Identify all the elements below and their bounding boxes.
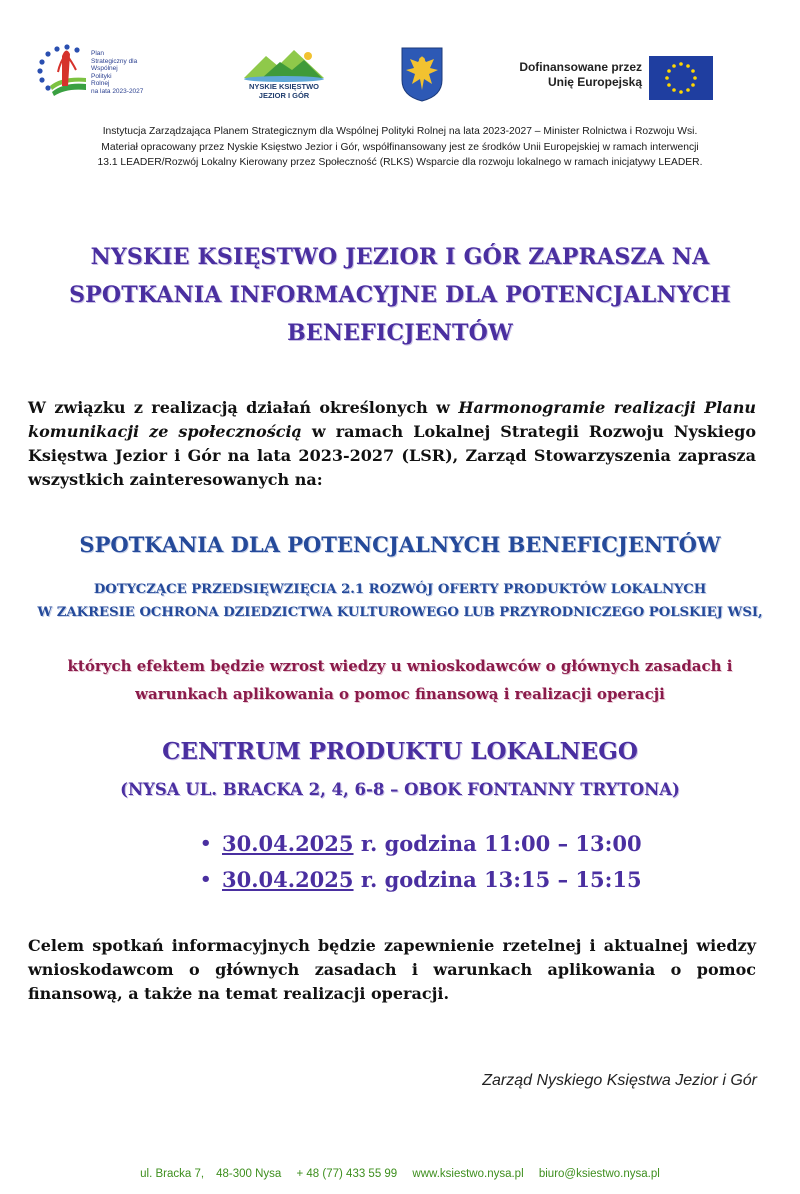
psp-logo-text [91,50,143,96]
footer-contact [0,1168,800,1180]
venue-address: (NYSA UL. BRACKA 2, 4, 6-8 – OBOK FONTANNY TRYTONA) [120,780,680,799]
psp-emblem-icon [36,40,92,100]
time-range: r. godzina 13:15 – 15:15 [353,867,642,892]
footer-city: 48-300 Nysa [216,1168,282,1180]
closing-paragraph: Celem spotkań informacyjnych będzie zapewnienie rzetelnej i aktualnej wiedzy wnioskodawcom o głównych zasadach i warunkach aplikowania o pomoc finansową, a także na temat realizacji operacji. [28,936,756,1003]
psp-line: Polityki [91,72,112,80]
meeting-subtitle-line: DOTYCZĄCE PRZEDSIĘWZIĘCIA 2.1 ROZWÓJ OFERTY PRODUKTÓW LOKALNYCH [93,582,707,597]
date-item [200,862,720,898]
lgd-line: JEZIOR I GÓR [258,91,310,100]
eu-funding-block [506,54,721,102]
footer-phone: + 48 (77) 433 55 99 [296,1168,398,1180]
eu-funding-text [506,60,642,90]
intro-italic-text: Harmonogramie realizacji Planu komunikacji ze społecznością [28,398,756,441]
institution-line: Materiał opracowany przez Nyskie Księstwo Jezior i Gór, współfinansowany jest ze środków Unii Europejskiej w ramach interwencji [101,141,699,153]
lgd-logo-text [238,82,330,100]
intro-text: W związku z realizacją działań określonych w [28,398,459,417]
institution-notice [30,124,770,171]
footer-street: ul. Bracka 7, [140,1168,205,1180]
date-value: 30.04.2025 [222,831,354,856]
time-range: r. godzina 11:00 – 13:00 [353,831,642,856]
header-logos [0,38,800,108]
psp-logo [36,40,166,102]
footer-email-link[interactable]: biuro@ksiestwo.nysa.pl [538,1168,660,1180]
eagle-shield-icon [400,46,444,102]
main-title [40,238,760,352]
venue-name: CENTRUM PRODUKTU LOKALNEGO [162,738,638,765]
meeting-subtitle-line: W ZAKRESIE OCHRONA DZIEDZICTWA KULTUROWEGO LUB PRZYRODNICZEGO POLSKIEJ WSI, [37,605,763,620]
psp-line: Plan [91,50,105,57]
footer-website-link[interactable]: www.ksiestwo.nysa.pl [412,1168,524,1180]
lgd-logo [238,48,330,104]
institution-line: Instytucja Zarządzająca Planem Strategicznym dla Wspólnej Polityki Rolnej na lata 2023-2027 – Minister Rolnictwa i Rozwoju Wsi. [102,126,698,137]
eu-line: Dofinansowane przez [519,60,642,74]
main-title-line: BENEFICJENTÓW [287,320,513,346]
intro-paragraph [28,396,756,492]
main-title-line: NYSKIE KSIĘSTWO JEZIOR I GÓR ZAPRASZA NA [90,244,710,270]
eu-line: Unię Europejską [547,75,642,89]
opolskie-coat-of-arms [400,46,444,102]
signature: Zarząd Nyskiego Księstwa Jezior i Gór [482,1072,757,1089]
institution-line: 13.1 LEADER/Rozwój Lokalny Kierowany przez Społeczność (RLKS) Wsparcie dla rozwoju lokalnego w ramach inicjatywy LEADER. [97,157,703,168]
psp-line: Rolnej [91,80,110,88]
psp-line: Wspólnej [91,65,118,73]
eu-flag [649,56,713,100]
meeting-effect [40,652,760,708]
dates-list [200,826,720,898]
meeting-effect-line: warunkach aplikowania o pomoc finansową i realizacji operacji [135,685,665,703]
meeting-subtitle [20,578,780,624]
meeting-effect-line: których efektem będzie wzrost wiedzy u wnioskodawców o głównych zasadach i [67,657,733,675]
main-title-line: SPOTKANIA INFORMACYJNE DLA POTENCJALNYCH [69,282,731,308]
lgd-line: NYSKIE KSIĘSTWO [248,82,319,91]
mountains-lake-icon [238,48,330,82]
psp-line: na lata 2023-2027 [91,87,144,95]
bullet-icon: • [200,833,212,854]
eu-flag-icon [649,56,713,100]
meeting-title: SPOTKANIA DLA POTENCJALNYCH BENEFICJENTÓW [79,532,721,557]
bullet-icon: • [200,869,212,890]
date-value: 30.04.2025 [222,867,354,892]
intro-text: w ramach Lokalnej Strategii Rozwoju Nyskiego Księstwa Jezior i Gór na lata 2023-2027 (LSR), Zarząd Stowarzyszenia zaprasza wszystkich zainteresowanych na: [28,422,756,489]
psp-line: Strategiczny dla [91,57,138,65]
date-item [200,826,720,862]
